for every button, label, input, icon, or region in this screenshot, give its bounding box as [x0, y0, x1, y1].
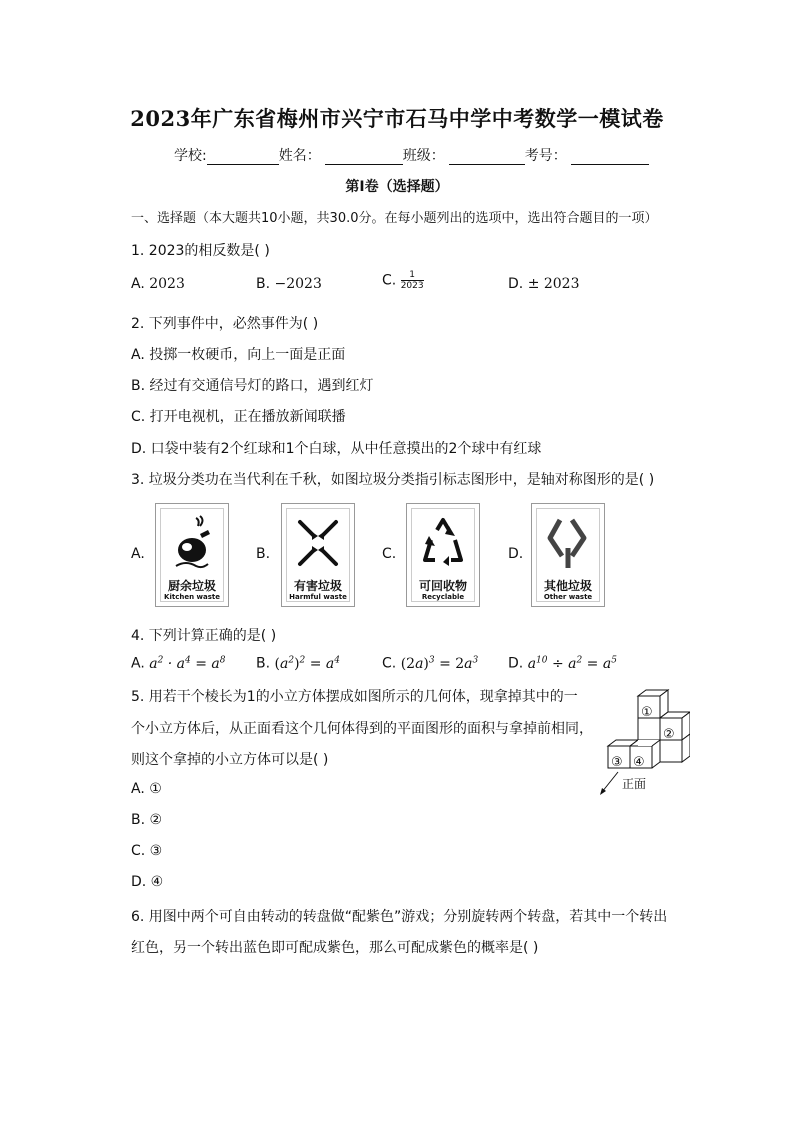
exam-no-label: 考号： [524, 148, 567, 164]
q1-option-c: C. $\frac{1}{2023}$ [382, 270, 424, 291]
exam-no-blank [571, 150, 649, 165]
q6-stem-line-2: 红色，另一个转出蓝色即可配成紫色，那么可配成紫色的概率是( ) [131, 940, 539, 956]
q5-stem-line-2: 个小立方体后，从正面看这个几何体得到的平面图形的面积与拿掉前相同， [131, 721, 593, 737]
school-blank [207, 150, 279, 165]
q3-letter-b: B. [256, 546, 271, 562]
other-waste-sign [531, 503, 605, 607]
kitchen-waste-sign [155, 503, 229, 607]
q4-stem: 4. 下列计算正确的是( ) [131, 628, 277, 644]
kitchen-waste-icon [170, 514, 214, 572]
card-en-label: Other waste [543, 593, 593, 601]
card-en-label: Recyclable [421, 593, 465, 601]
cube-label-1: ① [641, 705, 653, 720]
recyclable-sign [406, 503, 480, 607]
q4-option-b: B. $(a^2)^2 = a^4$ [256, 655, 340, 672]
name-label: 姓名： [278, 148, 321, 164]
q5-option-c: C. ③ [131, 843, 163, 859]
class-blank [449, 150, 525, 165]
q1-stem: 1. 2023的相反数是( ) [131, 243, 270, 259]
q3-stem: 3. 垃圾分类功在当代利在千秋，如图垃圾分类指引标志图形中，是轴对称图形的是( ) [131, 472, 655, 488]
q4-option-a: A. $a^2 \cdot a^4 = a^8$ [131, 655, 226, 672]
student-info [174, 145, 649, 165]
volume-heading: 第Ⅰ卷（选择题） [345, 179, 449, 195]
q3-letter-a: A. [131, 546, 145, 562]
q3-letter-d: D. [508, 546, 524, 562]
q5-stem-line-1: 5. 用若干个棱长为1的小立方体摆成如图所示的几何体，现拿掉其中的一 [131, 689, 578, 705]
harmful-waste-sign [281, 503, 355, 607]
q1-option-a: A. 2023 [131, 276, 185, 292]
section-heading: 一、选择题（本大题共10小题，共30.0分。在每小题列出的选项中，选出符合题目的一项） [131, 211, 658, 226]
cube-label-2: ② [663, 727, 675, 742]
q1-option-b: B. −2023 [256, 276, 322, 292]
q4-option-d: D. $a^{10} \div a^2 = a^5$ [508, 655, 617, 672]
front-view-label: 正面 [622, 777, 647, 791]
other-waste-icon [546, 514, 590, 572]
q3-letter-c: C. [382, 546, 397, 562]
q5-option-a: A. ① [131, 781, 162, 797]
q2-option-c: C. 打开电视机，正在播放新闻联播 [131, 409, 346, 425]
page-title: 2023年广东省梅州市兴宁市石马中学中考数学一模试卷 [130, 106, 664, 131]
card-cn-label: 可回收物 [418, 579, 467, 593]
q2-option-d: D. 口袋中装有2个红球和1个白球，从中任意摸出的2个球中有红球 [131, 441, 542, 457]
recycle-icon [421, 514, 465, 572]
q2-option-a: A. 投掷一枚硬币，向上一面是正面 [131, 347, 346, 363]
cube-label-4: ④ [633, 755, 645, 770]
q2-option-b: B. 经过有交通信号灯的路口，遇到红灯 [131, 378, 374, 394]
card-en-label: Kitchen waste [164, 593, 220, 601]
fraction: $\frac{1}{2023}$ [400, 270, 424, 291]
q5-option-d: D. ④ [131, 874, 164, 890]
card-cn-label: 其他垃圾 [543, 579, 592, 593]
school-label: 学校: [174, 148, 207, 164]
q6-stem-line-1: 6. 用图中两个可自由转动的转盘做“配紫色”游戏；分别旋转两个转盘，若其中一个转出 [131, 909, 668, 925]
q2-stem: 2. 下列事件中，必然事件为( ) [131, 316, 319, 332]
q5-option-b: B. ② [131, 812, 163, 828]
q1-option-d: D. ± 2023 [508, 276, 580, 292]
card-cn-label: 有害垃圾 [293, 579, 342, 593]
q4-option-c: C. $(2a)^3 = 2a^3$ [382, 655, 479, 672]
name-blank [325, 150, 403, 165]
card-cn-label: 厨余垃圾 [167, 579, 216, 593]
q5-stem-line-3: 则这个拿掉的小立方体可以是( ) [131, 752, 329, 768]
harmful-waste-icon [296, 514, 340, 572]
card-en-label: Harmful waste [289, 593, 347, 601]
class-label: 班级： [402, 148, 445, 164]
cube-label-3: ③ [611, 755, 623, 770]
